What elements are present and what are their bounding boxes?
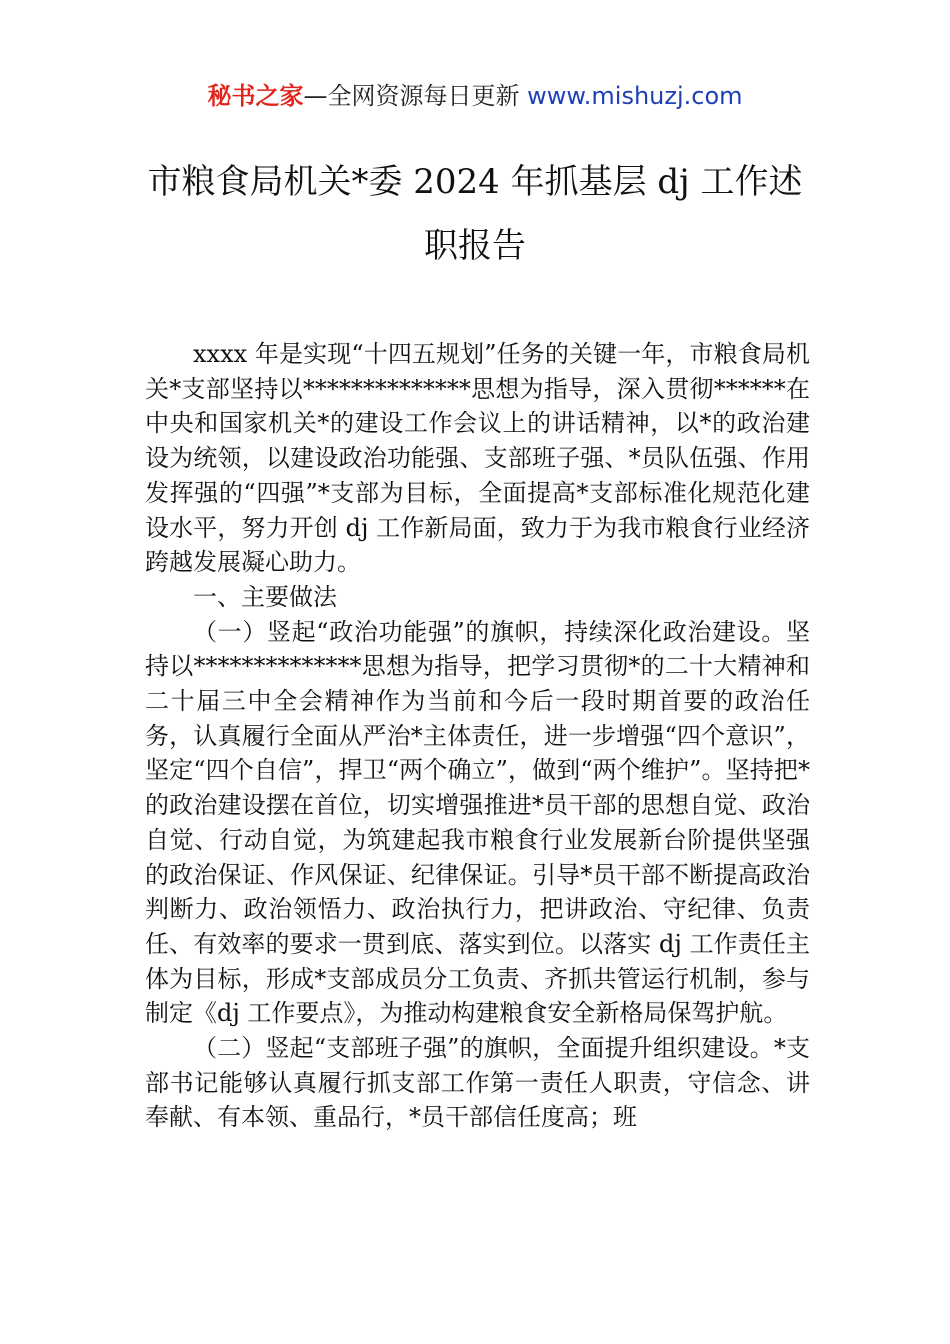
paragraph-political: （一）竖起“政治功能强”的旗帜，持续深化政治建设。坚持以**************思想为指导，把学习贯彻*的二十大精神和二十届三中全会精神作为当前和今后一段时期首要的政治任务，认真履行全面从严治*主体责任，进一步增强“四个意识”，坚定“四个自信”，捍卫“两个确立”，做到“两个维护”。坚持把*的政治建设摆在首位，切实增强推进*员干部的思想自觉、政治自觉、行动自觉，为筑建起我市粮食行业发展新台阶提供坚强的政治保证、作风保证、纪律保证。引导*员干部不断提高政治判断力、政治领悟力、政治执行力，把讲政治、守纪律、负责任、有效率的要求一贯到底、落实到位。以落实 dj 工作责任主体为目标，形成*支部成员分工负责、齐抓共管运行机制，参与制定《dj 工作要点》，为推动构建粮食安全新格局保驾护航。 [145,617,810,1028]
paragraph-intro: xxxx 年是实现“十四五规划”任务的关键一年，市粮食局机关*支部坚持以**************思想为指导，深入贯彻******在中央和国家机关*的建设工作会议上的讲话精神，以*的政治建设为统领，以建设政治功能强、支部班子强、*员队伍强、作用发挥强的“四强”*支部为目标，全面提高*支部标准化规范化建设水平，努力开创 dj 工作新局面，致力于为我市粮食行业经济跨越发展凝心助力。 [145,340,810,577]
document-body [145,337,810,1135]
site-brand: 秘书之家 [207,82,304,110]
title-line-2: 职报告 [424,226,526,266]
site-header [0,78,950,114]
paragraph-branch: （二）竖起“支部班子强”的旗帜，全面提升组织建设。*支部书记能够认真履行抓支部工作第一责任人职责，守信念、讲奉献、有本领、重品行，*员干部信任度高；班 [145,1034,810,1132]
site-tagline: —全网资源每日更新 [303,82,528,110]
title-line-1: 市粮食局机关*委 2024 年抓基层 dj 工作述 [147,162,803,202]
section-heading: 一、主要做法 [193,582,337,611]
site-url-link[interactable]: www.mishuzj.com [527,82,743,110]
document-title [120,150,830,278]
